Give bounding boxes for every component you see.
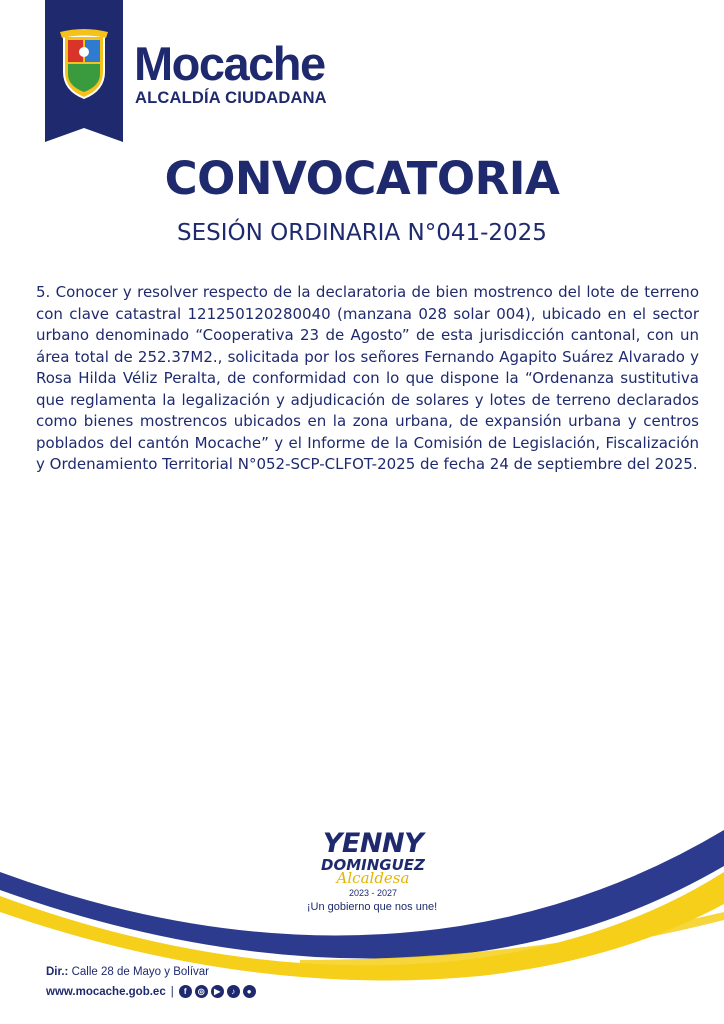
slogan: ¡Un gobierno que nos une! xyxy=(306,901,438,913)
other-icon[interactable]: ● xyxy=(243,985,256,998)
facebook-icon[interactable]: f xyxy=(179,985,192,998)
logo-name-line2: DOMINGUEZ xyxy=(321,856,425,874)
address xyxy=(46,966,209,978)
mocache-crest-icon xyxy=(58,28,110,100)
tiktok-icon[interactable]: ♪ xyxy=(227,985,240,998)
logo-script: Alcaldesa xyxy=(336,869,410,887)
logo-name-line1: YENNY xyxy=(322,828,424,859)
address-label: Dir.: xyxy=(46,966,69,978)
social-icons xyxy=(179,985,256,998)
instagram-icon[interactable]: ◎ xyxy=(195,985,208,998)
logo-years: 2023 - 2027 xyxy=(348,888,398,898)
document-subtitle: SESIÓN ORDINARIA N°041-2025 xyxy=(177,220,547,246)
address-value: Calle 28 de Mayo y Bolívar xyxy=(71,966,210,978)
brand-subtitle: ALCALDÍA CIUDADANA xyxy=(135,89,327,107)
mayor-logo xyxy=(308,830,438,898)
brand-name: Mocache xyxy=(134,37,325,90)
separator: | xyxy=(170,985,174,998)
agenda-paragraph: 5. Conocer y resolver respecto de la declaratoria de bien mostrenco del lote de terreno con clave catastral 121250120280040 (manzana 028 solar 004), ubicado en el sector urbano denominado “Cooperativa 23 de Agosto” de esta jurisdicción cantonal, con un área total de 252.37M2., solicitada por los señores Fernando Agapito Suárez Alvarado y Rosa Hilda Véliz Peralta, de conformidad con lo que dispone la “Ordenanza sustitutiva que reglamenta la legalización y adjudicación de solares y lotes de terreno declarados como bienes mostrencos ubicados en la zona urbana, de expansión urbana y centros poblados del cantón Mocache” y el Informe de la Comisión de Legislación, Fiscalización y Ordenamiento Territorial N°052-SCP-CLFOT-2025 de fecha 24 de septiembre del 2025. xyxy=(36,283,699,473)
youtube-icon[interactable]: ▶ xyxy=(211,985,224,998)
document-title: CONVOCATORIA xyxy=(164,152,560,205)
website-link[interactable]: www.mocache.gob.ec xyxy=(46,985,166,998)
website-row xyxy=(46,985,256,998)
